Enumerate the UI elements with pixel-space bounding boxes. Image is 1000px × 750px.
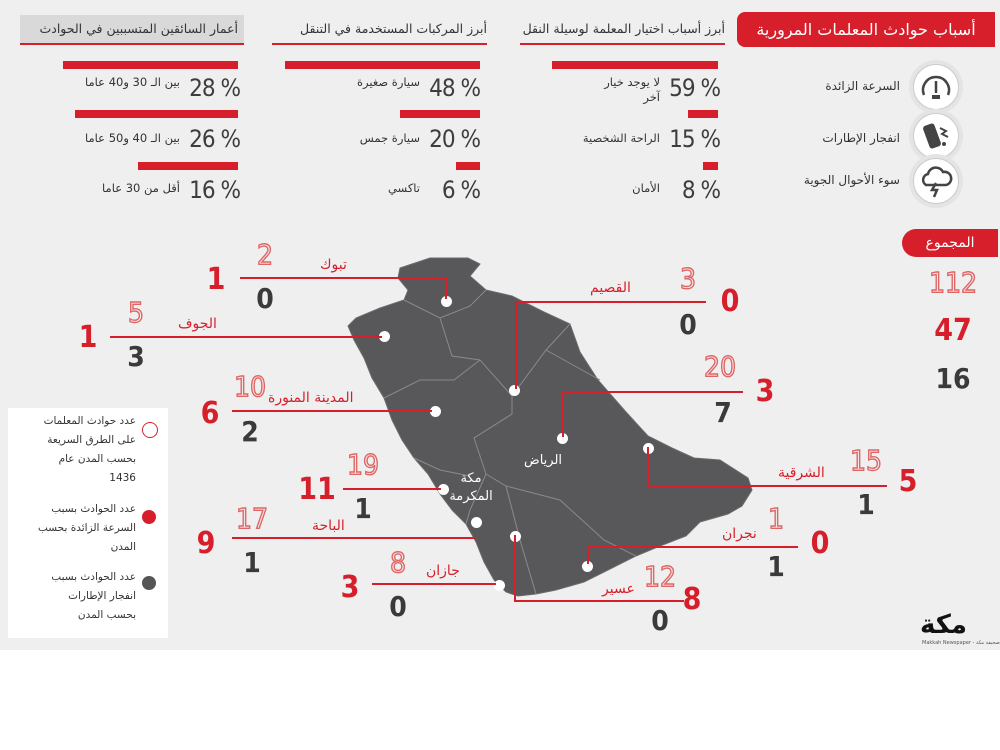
city-dot [494, 580, 505, 591]
vehicle-label: تاكسي [387, 181, 420, 195]
tabuk-accidents: 2 [256, 238, 274, 271]
age-pct: 28 % [189, 74, 240, 102]
leader-line [516, 301, 706, 303]
baha-accidents: 17 [235, 502, 269, 535]
makkah-speed: 11 [298, 472, 336, 507]
legend-dark-text: عدد الحوادث بسبب انفجار الإطارات بحسب المدن [51, 571, 136, 621]
cause-label: سوء الأحوال الجوية [803, 173, 900, 187]
legend [8, 408, 168, 638]
total-accidents: 112 [928, 266, 978, 299]
sharqiya-speed: 5 [898, 464, 918, 499]
city-label-jazan: جازان [426, 563, 460, 579]
cause-label: السرعة الزائدة [825, 79, 900, 93]
leader-line [514, 535, 516, 601]
reason-pct: 15 % [669, 125, 720, 153]
age-label: بين الـ 30 و40 عاما [85, 75, 180, 89]
age-label: بين الـ 40 و50 عاما [85, 131, 180, 145]
leader-line [514, 600, 684, 602]
jouf-speed: 1 [78, 320, 98, 355]
leader-line [445, 277, 447, 299]
age-label: أقل من 30 عاما [102, 181, 180, 195]
qassim-speed: 0 [720, 284, 740, 319]
city-label-baha: الباحة [312, 518, 345, 534]
leader-line [647, 447, 649, 485]
riyadh-accidents: 20 [703, 350, 737, 383]
madinah-speed: 6 [200, 396, 220, 431]
sharqiya-accidents: 15 [849, 444, 883, 477]
leader-line [588, 546, 798, 548]
ages-header: أعمار السائقين المتسببين في الحوادث [20, 15, 244, 45]
page-title: أسباب حوادث المعلمات المرورية [737, 12, 995, 47]
najran-tires: 1 [767, 550, 785, 583]
city-label-jouf: الجوف [178, 316, 217, 332]
leader-line [110, 336, 382, 338]
city-dot [430, 406, 441, 417]
city-label-riyadh: الرياض [524, 453, 563, 468]
jazan-accidents: 8 [389, 546, 407, 579]
total-speed: 47 [934, 313, 972, 348]
riyadh-speed: 3 [755, 374, 775, 409]
leader-line [232, 410, 432, 412]
legend-outline-text: عدد حوادث المعلمات على الطرق السريعة بحسب المدن عام 1436 [43, 415, 136, 484]
reasons-header: أبرز أسباب اختيار المعلمة لوسيلة النقل [520, 15, 725, 45]
leader-line [232, 537, 476, 539]
city-label-asir: عسير [602, 581, 635, 597]
leader-line [343, 488, 441, 490]
city-label-najran: نجران [722, 526, 757, 542]
city-label-qassim: القصيم [590, 280, 631, 296]
najran-accidents: 1 [767, 502, 785, 535]
madinah-tires: 2 [241, 415, 259, 448]
legend-outline-marker [142, 422, 158, 438]
cause-label: انفجار الإطارات [822, 131, 900, 145]
leader-line [587, 546, 589, 564]
vehicle-pct: 48 % [429, 74, 480, 102]
totals-badge: المجموع [902, 229, 998, 257]
leader-line [647, 485, 887, 487]
najran-speed: 0 [810, 526, 830, 561]
vehicle-label: سيارة صغيرة [357, 75, 420, 89]
madinah-accidents: 10 [233, 370, 267, 403]
vehicle-label: سيارة جمس [359, 131, 420, 145]
city-label-makkah: مكة المكرمة [449, 471, 493, 504]
tabuk-tires: 0 [256, 282, 274, 315]
makkah-logo: مكة [920, 610, 967, 640]
reason-label: الراحة الشخصية [582, 131, 660, 145]
baha-tires: 1 [243, 546, 261, 579]
asir-tires: 0 [651, 604, 669, 637]
jazan-speed: 3 [340, 570, 360, 605]
tabuk-speed: 1 [206, 262, 226, 297]
legend-red-text: عدد الحوادث بسبب السرعة الزائدة بحسب المدن [38, 503, 136, 553]
city-dot [471, 517, 482, 528]
legend-red-marker [142, 510, 156, 524]
asir-accidents: 12 [643, 560, 677, 593]
legend-dark-marker [142, 576, 156, 590]
city-dot [510, 531, 521, 542]
city-dot [643, 443, 654, 454]
age-pct: 26 % [189, 125, 240, 153]
leader-line [562, 391, 564, 437]
baha-speed: 9 [196, 526, 216, 561]
jouf-tires: 3 [127, 340, 145, 373]
riyadh-tires: 7 [714, 396, 732, 429]
vehicle-pct: 6 % [441, 176, 480, 204]
city-label-sharqiya: الشرقية [778, 465, 825, 481]
vehicle-pct: 20 % [429, 125, 480, 153]
reason-label: الأمان [632, 181, 660, 195]
leader-line [515, 301, 517, 389]
city-label-tabuk: تبوك [320, 257, 347, 273]
makkah-logo-sub: Makkah Newspaper - صحيفة مكة [922, 640, 1000, 646]
age-pct: 16 % [189, 176, 240, 204]
leader-line [240, 277, 446, 279]
leader-line [563, 391, 743, 393]
reason-pct: 59 % [669, 74, 720, 102]
asir-speed: 8 [682, 582, 702, 617]
city-label-madinah: المدينة المنورة [268, 390, 354, 406]
vehicles-header: أبرز المركبات المستخدمة في التنقل [272, 15, 487, 45]
makkah-tires: 1 [354, 492, 372, 525]
reason-label: لا يوجد خيار آخر [604, 75, 660, 104]
jazan-tires: 0 [389, 590, 407, 623]
sharqiya-tires: 1 [857, 488, 875, 521]
city-dot [441, 296, 452, 307]
leader-line [372, 583, 496, 585]
reason-pct: 8 % [681, 176, 720, 204]
jouf-accidents: 5 [127, 296, 145, 329]
qassim-accidents: 3 [679, 262, 697, 295]
makkah-accidents: 19 [346, 448, 380, 481]
qassim-tires: 0 [679, 308, 697, 341]
total-tires: 16 [935, 362, 971, 395]
